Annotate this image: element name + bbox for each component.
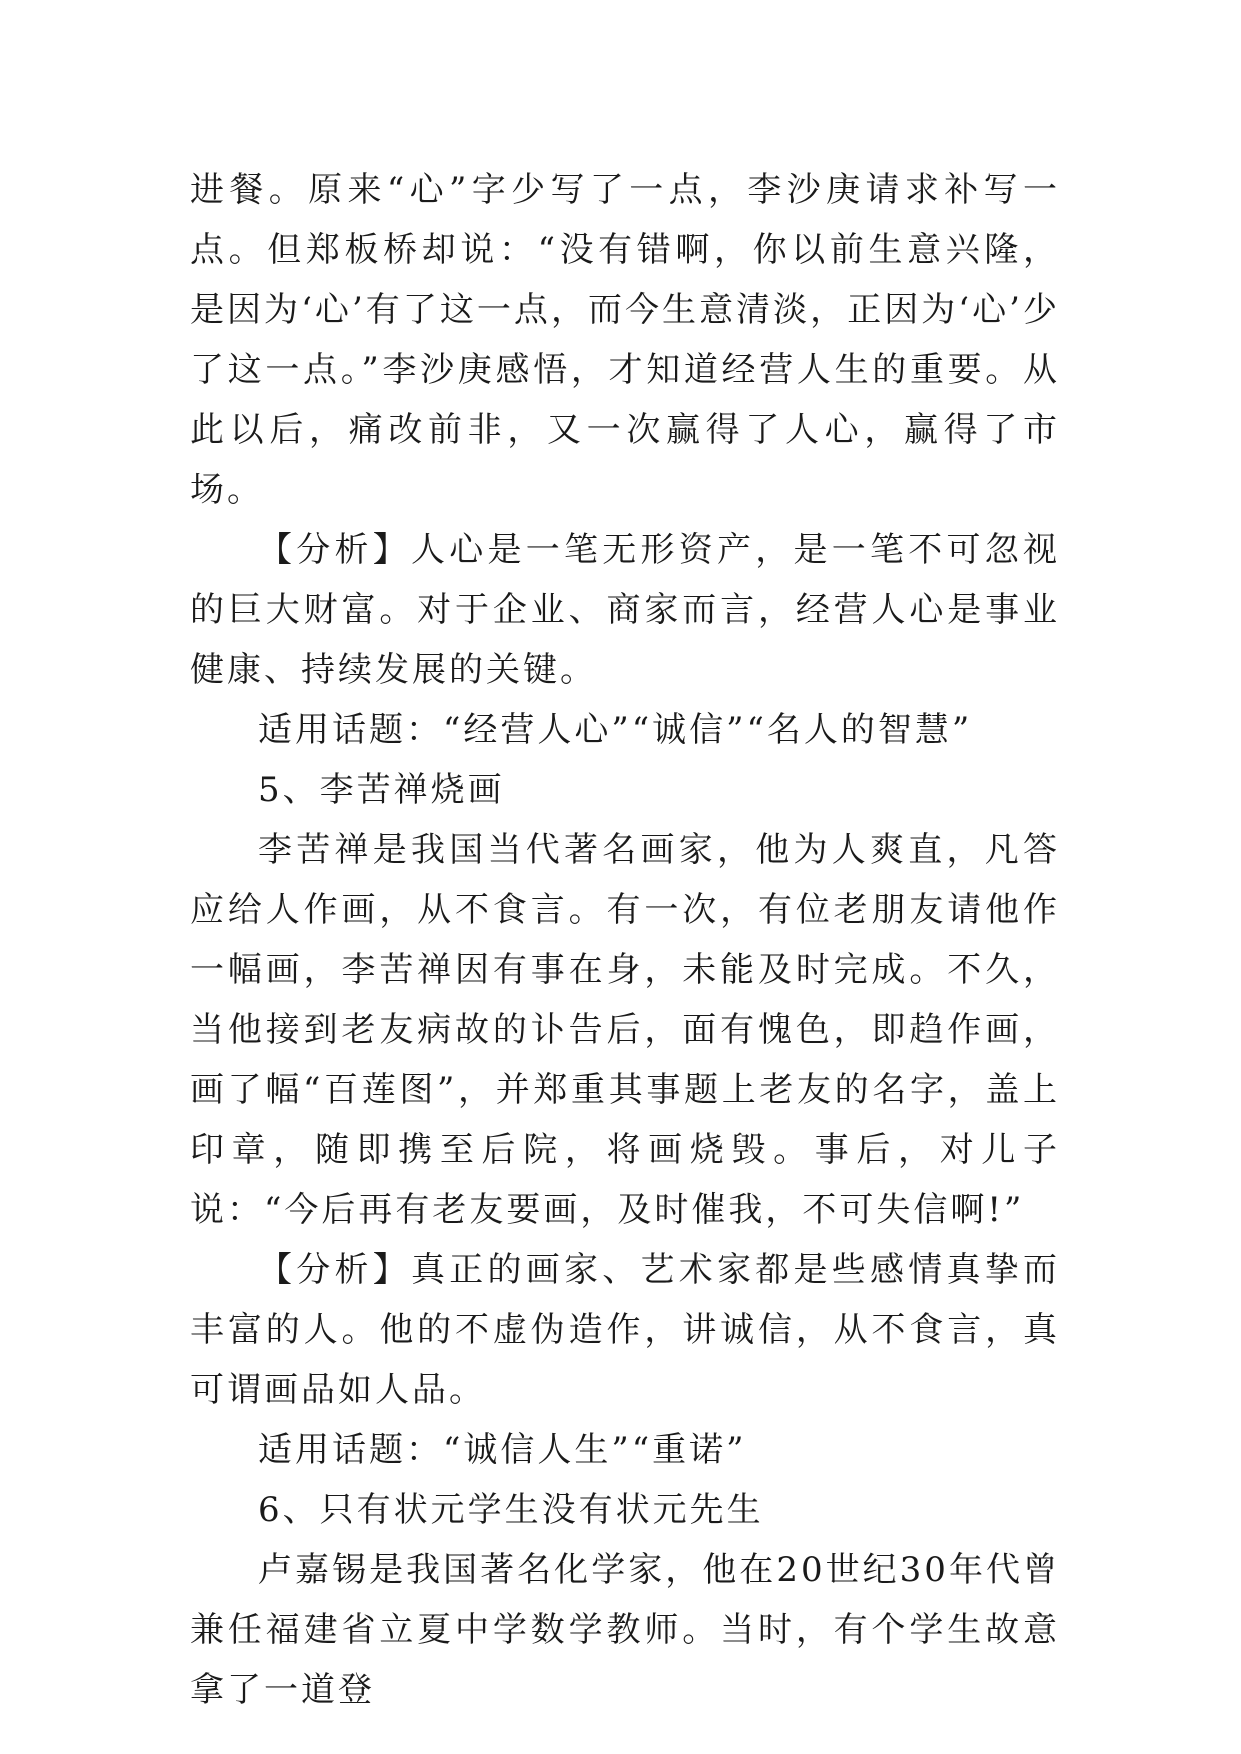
section-heading: 6、只有状元学生没有状元先生 bbox=[258, 1490, 764, 1530]
paragraph: 卢嘉锡是我国著名化学家，他在20世纪30年代曾兼任福建省立夏中学数学教师。当时，有个学生故意拿了一道登 bbox=[190, 1550, 1060, 1710]
paragraph: 李苦禅是我国当代著名画家，他为人爽直，凡答应给人作画，从不食言。有一次，有位老朋友请他作一幅画，李苦禅因有事在身，未能及时完成。不久，当他接到老友病故的讣告后，面有愧色，即趋作画，画了幅“百莲图”，并郑重其事题上老友的名字，盖上印章，随即携至后院，将画烧毁。事后，对儿子说：“今后再有老友要画，及时催我，不可失信啊!” bbox=[190, 830, 1060, 1230]
paragraph: 进餐。原来“心”字少写了一点，李沙庚请求补写一点。但郑板桥却说：“没有错啊，你以前生意兴隆，是因为‘心’有了这一点，而今生意清淡，正因为‘心’少了这一点。”李沙庚感悟，才知道经营人生的重要。从此以后，痛改前非，又一次赢得了人心，赢得了市场。 bbox=[190, 170, 1060, 510]
document-body bbox=[190, 160, 1060, 1720]
section-heading: 5、李苦禅烧画 bbox=[258, 770, 505, 810]
analysis-paragraph: 【分析】人心是一笔无形资产，是一笔不可忽视的巨大财富。对于企业、商家而言，经营人心是事业健康、持续发展的关键。 bbox=[190, 530, 1060, 690]
topic-line: 适用话题：“经营人心”“诚信”“名人的智慧” bbox=[258, 710, 973, 750]
analysis-paragraph: 【分析】真正的画家、艺术家都是些感情真挚而丰富的人。他的不虚伪造作，讲诚信，从不食言，真可谓画品如人品。 bbox=[190, 1250, 1060, 1410]
topic-line: 适用话题：“诚信人生”“重诺” bbox=[258, 1430, 747, 1470]
